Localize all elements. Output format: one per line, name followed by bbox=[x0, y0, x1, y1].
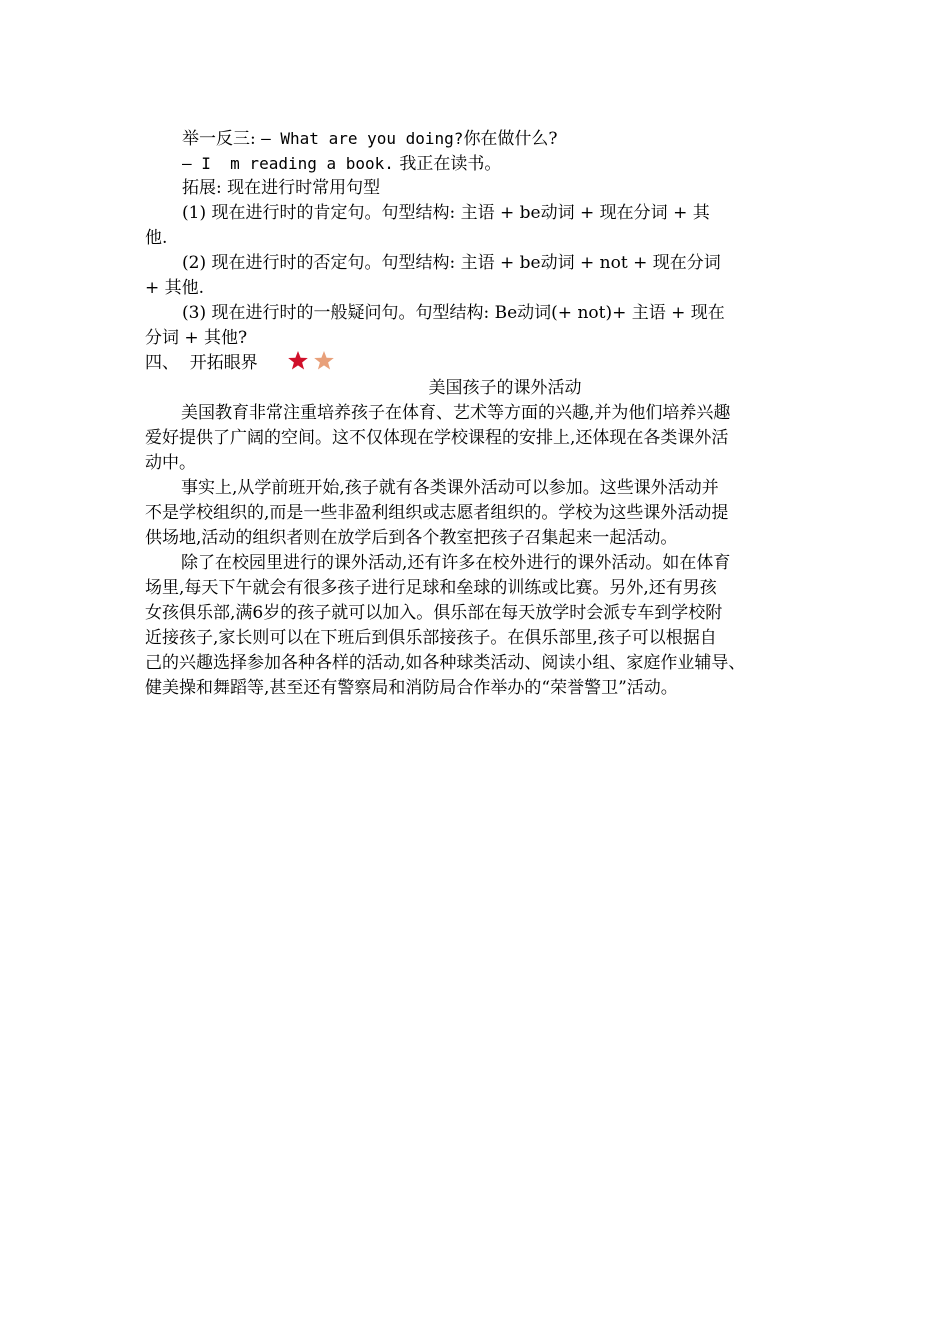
paragraph-1-line-2: 爱好提供了广阔的空间。这不仅体现在学校课程的安排上,还体现在各类课外活 bbox=[145, 428, 729, 448]
paragraph-3-line-3: 女孩俱乐部,满6岁的孩子就可以加入。俱乐部在每天放学时会派专车到学校附 bbox=[145, 603, 723, 623]
paragraph-3-line-2: 场里,每天下午就会有很多孩子进行足球和垒球的训练或比赛。另外,还有男孩 bbox=[145, 578, 717, 598]
pattern-affirmative-cont: 他. bbox=[145, 228, 168, 248]
extension-title: 拓展: 现在进行时常用句型 bbox=[182, 178, 381, 198]
paragraph-3-line-6: 健美操和舞蹈等,甚至还有警察局和消防局合作举办的“荣誉警卫”活动。 bbox=[145, 678, 678, 698]
pattern-negative-cont: + 其他. bbox=[145, 278, 205, 298]
paragraph-3-line-4: 近接孩子,家长则可以在下班后到俱乐部接孩子。在俱乐部里,孩子可以根据自 bbox=[145, 628, 717, 648]
paragraph-2-line-1: 事实上,从学前班开始,孩子就有各类课外活动可以参加。这些课外活动并 bbox=[181, 478, 719, 498]
paragraph-1-line-1: 美国教育非常注重培养孩子在体育、艺术等方面的兴趣,并为他们培养兴趣 bbox=[181, 403, 731, 423]
paragraph-2-line-3: 供场地,活动的组织者则在放学后到各个教室把孩子召集起来一起活动。 bbox=[145, 528, 678, 548]
example-answer-line bbox=[182, 151, 501, 176]
example-question-cn: 你在做什么? bbox=[463, 129, 558, 149]
example-question-en: — What are you doing? bbox=[261, 129, 464, 148]
pattern-question-cont: 分词 + 其他? bbox=[145, 328, 248, 348]
star-icon-light bbox=[314, 351, 334, 370]
pattern-question: (3) 现在进行时的一般疑问句。句型结构: Be动词(+ not)+ 主语 + 现在 bbox=[182, 303, 725, 323]
paragraph-2-line-2: 不是学校组织的,而是一些非盈利组织或志愿者组织的。学校为这些课外活动提 bbox=[145, 503, 729, 523]
star-icon-filled bbox=[288, 351, 308, 370]
example-question-line bbox=[182, 126, 558, 151]
example-label: 举一反三: bbox=[182, 129, 262, 149]
paragraph-3-line-1: 除了在校园里进行的课外活动,还有许多在校外进行的课外活动。如在体育 bbox=[181, 553, 731, 573]
pattern-affirmative: (1) 现在进行时的肯定句。句型结构: 主语 + be动词 + 现在分词 + 其 bbox=[182, 203, 710, 223]
paragraph-1-line-3: 动中。 bbox=[145, 453, 196, 473]
article-title: 美国孩子的课外活动 bbox=[428, 378, 582, 398]
difficulty-stars bbox=[287, 350, 339, 372]
example-answer-en: — I m reading a book. bbox=[182, 154, 394, 173]
pattern-negative: (2) 现在进行时的否定句。句型结构: 主语 + be动词 + not + 现在分词 bbox=[182, 253, 721, 273]
section4-heading: 四、 开拓眼界 bbox=[145, 353, 258, 373]
example-answer-cn: 我正在读书。 bbox=[393, 154, 502, 174]
paragraph-3-line-5: 己的兴趣选择参加各种各样的活动,如各种球类活动、阅读小组、家庭作业辅导、 bbox=[145, 653, 746, 673]
